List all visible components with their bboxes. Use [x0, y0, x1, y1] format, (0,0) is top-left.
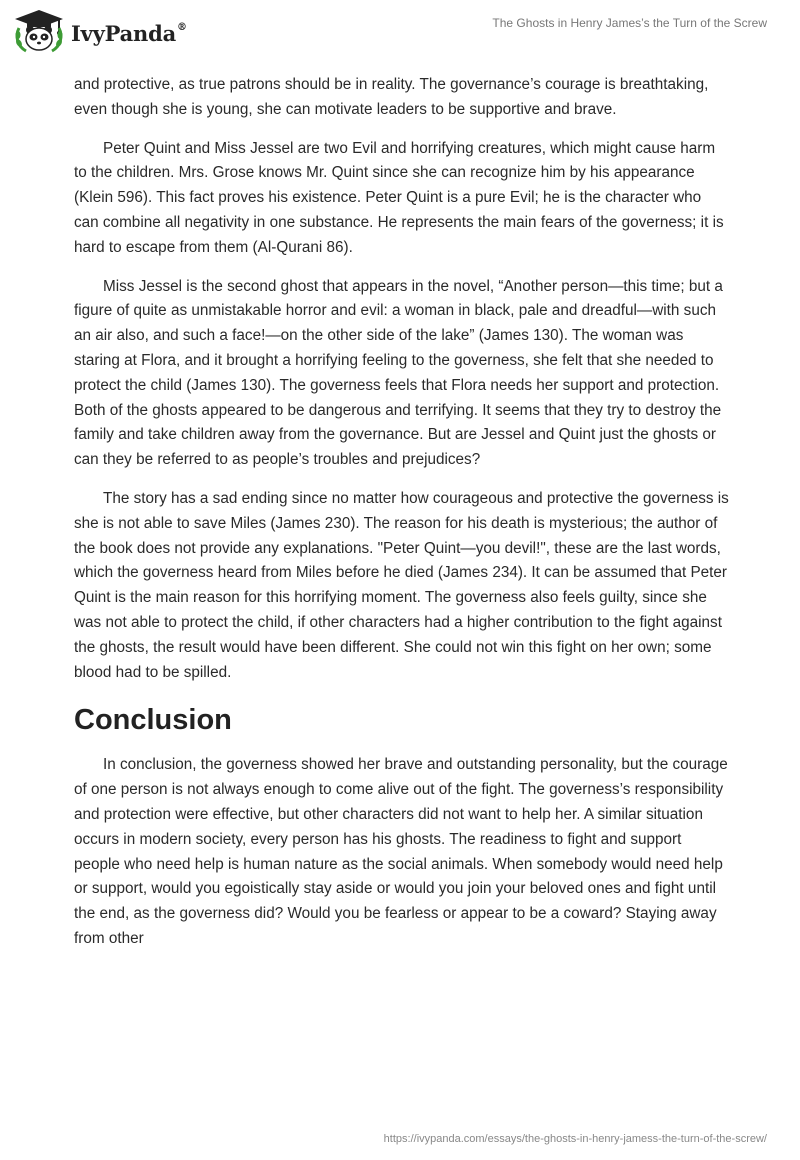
page-header: [0, 0, 800, 70]
body-paragraph: Peter Quint and Miss Jessel are two Evil and horrifying creatures, which might cause harm to the children. Mrs. Grose knows Mr. Quint since she can recognize him by his appearance (Klein 596). This fact proves his existence. Peter Quint is a pure Evil; he is the character who can combine all negativity in one substance. He represents the main fears of the governess; it is hard to escape from them (Al-Qurani 86).: [74, 139, 724, 256]
panda-graduation-cap-icon: [13, 8, 65, 54]
document-title: The Ghosts in Henry James’s the Turn of the Screw: [492, 16, 767, 30]
registered-mark: ®: [177, 21, 187, 33]
body-paragraph: and protective, as true patrons should be in reality. The governance’s courage is breathtaking, even though she is young, she can motivate leaders to be supportive and brave.: [74, 76, 709, 118]
essay-body: [74, 73, 730, 966]
brand-logo[interactable]: [13, 8, 187, 54]
conclusion-paragraph: In conclusion, the governess showed her brave and outstanding personality, but the courage of one person is not always enough to come alive out of the fight. The governess’s responsibility and protection were effective, but other characters did not want to help her. A similar situation occurs in modern society, every person has his ghosts. The readiness to fight and support people who need help is human nature as the social animals. When somebody would need help or support, would you egoistically stay aside or would you join your beloved ones and fight until the end, as the governess did? Would you be fearless or appear to be a coward? Staying away from other: [74, 756, 728, 947]
body-paragraph: The story has a sad ending since no matter how courageous and protective the governess is she is not able to save Miles (James 230). The reason for his death is mysterious; the author of the book does not provide any explanations. "Peter Quint—you devil!", these are the last words, which the governess heard from Miles before he died (James 234). It can be assumed that Peter Quint is the main reason for this horrifying moment. The governess also feels guilty, since she was not able to protect the child, if other characters had a higher contribution to the fight against the ghosts, the result would have been different. She could not win this fight on her own; some blood had to be spilled.: [74, 489, 729, 681]
body-paragraph: Miss Jessel is the second ghost that appears in the novel, “Another person—this time; but a figure of quite as unmistakable horror and evil: a woman in black, pale and dreadful—with such an air also, and such a face!—on the other side of the lake” (James 130). The woman was staring at Flora, and it brought a horrifying feeling to the governess, she felt that she needed to protect the child (James 130). The governess feels that Flora needs her support and protection. Both of the ghosts appeared to be dangerous and terrifying. It seems that they try to destroy the family and take children away from the governance. But are Jessel and Quint just the ghosts or can they be referred to as people’s troubles and prejudices?: [74, 277, 723, 469]
source-url[interactable]: https://ivypanda.com/essays/the-ghosts-in-henry-jamess-the-turn-of-the-screw/: [383, 1133, 767, 1145]
conclusion-heading: Conclusion: [74, 704, 232, 737]
brand-name: IvyPanda®: [71, 20, 187, 46]
